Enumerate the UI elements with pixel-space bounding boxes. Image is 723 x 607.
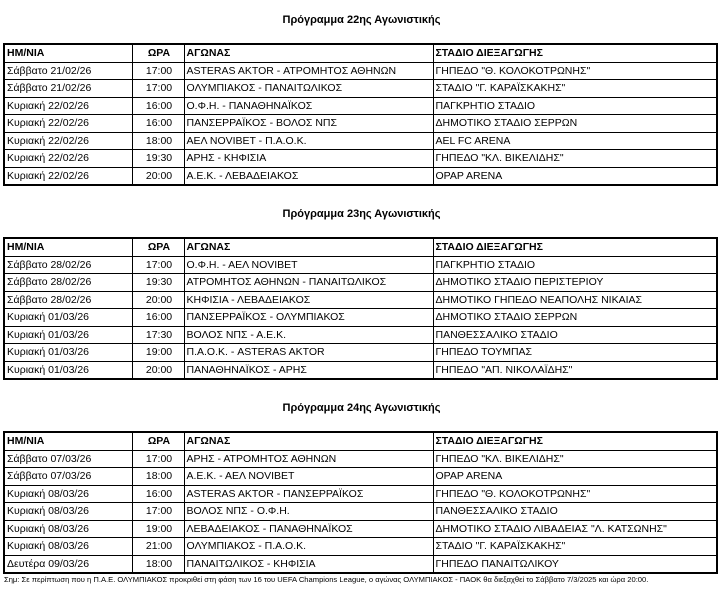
fixture-date: Κυριακή 22/02/26 <box>4 132 132 150</box>
fixture-time: 16:00 <box>132 115 184 133</box>
fixture-match: ΟΛΥΜΠΙΑΚΟΣ - Π.Α.Ο.Κ. <box>184 538 433 556</box>
fixture-time: 17:00 <box>132 503 184 521</box>
fixture-time: 16:00 <box>132 309 184 327</box>
fixture-stadium: ΣΤΑΔΙΟ "Γ. ΚΑΡΑΪΣΚΑΚΗΣ" <box>433 80 717 98</box>
fixture-stadium: ΔΗΜΟΤΙΚΟ ΣΤΑΔΙΟ ΠΕΡΙΣΤΕΡΙΟΥ <box>433 274 717 292</box>
round-23-title: Πρόγραμμα 23ης Αγωνιστικής <box>282 208 441 220</box>
fixture-stadium: ΓΗΠΕΔΟ ΠΑΝΑΙΤΩΛΙΚΟΥ <box>433 555 717 573</box>
fixture-row <box>4 274 717 292</box>
header-date: ΗΜ/ΝΙΑ <box>4 432 132 450</box>
fixture-row <box>4 450 717 468</box>
fixture-match: ΠΑΝΣΕΡΡΑΪΚΟΣ - ΟΛΥΜΠΙΑΚΟΣ <box>184 309 433 327</box>
fixture-date: Σάββατο 07/03/26 <box>4 450 132 468</box>
fixture-time: 18:00 <box>132 555 184 573</box>
fixture-row <box>4 538 717 556</box>
fixture-time: 18:00 <box>132 132 184 150</box>
fixture-date: Κυριακή 22/02/26 <box>4 115 132 133</box>
fixture-match: Ο.Φ.Η. - ΠΑΝΑΘΗΝΑΪΚΟΣ <box>184 97 433 115</box>
fixture-date: Κυριακή 08/03/26 <box>4 538 132 556</box>
round-22-title: Πρόγραμμα 22ης Αγωνιστικής <box>282 14 441 26</box>
fixture-match: ASTERAS AKTOR - ΠΑΝΣΕΡΡΑΪΚΟΣ <box>184 485 433 503</box>
fixture-stadium: OPAP ARENA <box>433 468 717 486</box>
fixture-row <box>4 97 717 115</box>
fixture-row <box>4 132 717 150</box>
fixture-stadium: ΠΑΝΘΕΣΣΑΛΙΚΟ ΣΤΑΔΙΟ <box>433 326 717 344</box>
fixture-row <box>4 115 717 133</box>
fixture-match: ΑΡΗΣ - ΚΗΦΙΣΙΑ <box>184 150 433 168</box>
header-row <box>4 432 717 450</box>
fixture-date: Κυριακή 01/03/26 <box>4 344 132 362</box>
fixture-row <box>4 503 717 521</box>
header-stadium: ΣΤΑΔΙΟ ΔΙΕΞΑΓΩΓΗΣ <box>433 44 717 62</box>
fixture-stadium: ΣΤΑΔΙΟ "Γ. ΚΑΡΑΪΣΚΑΚΗΣ" <box>433 538 717 556</box>
fixture-date: Κυριακή 22/02/26 <box>4 97 132 115</box>
fixture-time: 17:00 <box>132 80 184 98</box>
footnote: Σημ: Σε περίπτωση που η Π.Α.Ε. ΟΛΥΜΠΙΑΚΟΣ προκριθεί στη φάση των 16 του UEFA Champions League, ο αγώνας ΟΛΥΜΠΙΑΚΟΣ - ΠΑΟΚ θα διεξαχθεί το Σάββατο 7/3/2025 και ώρα 20:00. <box>4 575 649 584</box>
fixture-time: 16:00 <box>132 485 184 503</box>
fixture-date: Κυριακή 08/03/26 <box>4 485 132 503</box>
header-stadium: ΣΤΑΔΙΟ ΔΙΕΞΑΓΩΓΗΣ <box>433 432 717 450</box>
fixture-match: ASTERAS AKTOR - ΑΤΡΟΜΗΤΟΣ ΑΘΗΝΩΝ <box>184 62 433 80</box>
round-23-table <box>3 237 718 380</box>
fixture-stadium: ΓΗΠΕΔΟ "Θ. ΚΟΛΟΚΟΤΡΩΝΗΣ" <box>433 62 717 80</box>
fixture-match: ΠΑΝΑΙΤΩΛΙΚΟΣ - ΚΗΦΙΣΙΑ <box>184 555 433 573</box>
header-time: ΩΡΑ <box>132 432 184 450</box>
fixture-match: ΠΑΝΑΘΗΝΑΪΚΟΣ - ΑΡΗΣ <box>184 361 433 379</box>
header-match: ΑΓΩΝΑΣ <box>184 432 433 450</box>
fixture-row <box>4 344 717 362</box>
fixture-stadium: ΓΗΠΕΔΟ "Θ. ΚΟΛΟΚΟΤΡΩΝΗΣ" <box>433 485 717 503</box>
fixture-row <box>4 150 717 168</box>
fixture-time: 19:30 <box>132 274 184 292</box>
fixture-date: Σάββατο 21/02/26 <box>4 62 132 80</box>
round-24-table <box>3 431 718 574</box>
round-24-title: Πρόγραμμα 24ης Αγωνιστικής <box>282 402 441 414</box>
fixture-row <box>4 80 717 98</box>
fixture-time: 17:30 <box>132 326 184 344</box>
fixture-time: 17:00 <box>132 450 184 468</box>
fixture-row <box>4 520 717 538</box>
fixture-row <box>4 62 717 80</box>
fixture-match: ΒΟΛΟΣ ΝΠΣ - Ο.Φ.Η. <box>184 503 433 521</box>
fixture-time: 19:00 <box>132 520 184 538</box>
fixture-match: Α.Ε.Κ. - ΑΕΛ NOVIBET <box>184 468 433 486</box>
fixture-stadium: ΓΗΠΕΔΟ "ΑΠ. ΝΙΚΟΛΑΪΔΗΣ" <box>433 361 717 379</box>
header-date: ΗΜ/ΝΙΑ <box>4 44 132 62</box>
fixture-stadium: ΓΗΠΕΔΟ "ΚΛ. ΒΙΚΕΛΙΔΗΣ" <box>433 150 717 168</box>
fixture-date: Κυριακή 01/03/26 <box>4 309 132 327</box>
fixture-stadium: ΠΑΓΚΡΗΤΙΟ ΣΤΑΔΙΟ <box>433 97 717 115</box>
fixture-date: Σάββατο 28/02/26 <box>4 256 132 274</box>
header-stadium: ΣΤΑΔΙΟ ΔΙΕΞΑΓΩΓΗΣ <box>433 238 717 256</box>
fixture-time: 19:00 <box>132 344 184 362</box>
fixture-match: ΟΛΥΜΠΙΑΚΟΣ - ΠΑΝΑΙΤΩΛΙΚΟΣ <box>184 80 433 98</box>
fixture-match: Ο.Φ.Η. - ΑΕΛ NOVIBET <box>184 256 433 274</box>
fixture-row <box>4 291 717 309</box>
fixture-time: 20:00 <box>132 167 184 185</box>
fixture-time: 18:00 <box>132 468 184 486</box>
fixture-date: Δευτέρα 09/03/26 <box>4 555 132 573</box>
fixture-stadium: ΓΗΠΕΔΟ "ΚΛ. ΒΙΚΕΛΙΔΗΣ" <box>433 450 717 468</box>
fixture-stadium: AEL FC ARENA <box>433 132 717 150</box>
header-row <box>4 238 717 256</box>
fixture-row <box>4 309 717 327</box>
fixture-stadium: ΓΗΠΕΔΟ ΤΟΥΜΠΑΣ <box>433 344 717 362</box>
header-match: ΑΓΩΝΑΣ <box>184 44 433 62</box>
fixture-row <box>4 326 717 344</box>
fixture-time: 16:00 <box>132 97 184 115</box>
round-22-table <box>3 43 718 186</box>
fixture-stadium: OPAP ARENA <box>433 167 717 185</box>
fixture-date: Κυριακή 08/03/26 <box>4 503 132 521</box>
fixture-match: ΠΑΝΣΕΡΡΑΪΚΟΣ - ΒΟΛΟΣ ΝΠΣ <box>184 115 433 133</box>
fixture-time: 20:00 <box>132 361 184 379</box>
header-time: ΩΡΑ <box>132 238 184 256</box>
fixture-time: 20:00 <box>132 291 184 309</box>
fixture-date: Σάββατο 07/03/26 <box>4 468 132 486</box>
fixture-row <box>4 485 717 503</box>
fixture-date: Κυριακή 01/03/26 <box>4 361 132 379</box>
fixture-match: ΚΗΦΙΣΙΑ - ΛΕΒΑΔΕΙΑΚΟΣ <box>184 291 433 309</box>
fixture-date: Κυριακή 22/02/26 <box>4 150 132 168</box>
fixture-date: Κυριακή 22/02/26 <box>4 167 132 185</box>
fixture-date: Σάββατο 28/02/26 <box>4 274 132 292</box>
fixture-match: Π.Α.Ο.Κ. - ASTERAS AKTOR <box>184 344 433 362</box>
fixture-row <box>4 256 717 274</box>
fixture-stadium: ΔΗΜΟΤΙΚΟ ΓΗΠΕΔΟ ΝΕΑΠΟΛΗΣ ΝΙΚΑΙΑΣ <box>433 291 717 309</box>
fixture-time: 19:30 <box>132 150 184 168</box>
fixture-date: Σάββατο 28/02/26 <box>4 291 132 309</box>
header-row <box>4 44 717 62</box>
header-match: ΑΓΩΝΑΣ <box>184 238 433 256</box>
fixture-row <box>4 468 717 486</box>
fixture-stadium: ΔΗΜΟΤΙΚΟ ΣΤΑΔΙΟ ΣΕΡΡΩΝ <box>433 115 717 133</box>
fixture-time: 17:00 <box>132 62 184 80</box>
fixture-time: 17:00 <box>132 256 184 274</box>
fixture-match: ΑΤΡΟΜΗΤΟΣ ΑΘΗΝΩΝ - ΠΑΝΑΙΤΩΛΙΚΟΣ <box>184 274 433 292</box>
fixture-date: Κυριακή 08/03/26 <box>4 520 132 538</box>
header-time: ΩΡΑ <box>132 44 184 62</box>
fixture-row <box>4 555 717 573</box>
fixture-match: Α.Ε.Κ. - ΛΕΒΑΔΕΙΑΚΟΣ <box>184 167 433 185</box>
header-date: ΗΜ/ΝΙΑ <box>4 238 132 256</box>
fixture-match: ΛΕΒΑΔΕΙΑΚΟΣ - ΠΑΝΑΘΗΝΑΪΚΟΣ <box>184 520 433 538</box>
fixture-stadium: ΠΑΝΘΕΣΣΑΛΙΚΟ ΣΤΑΔΙΟ <box>433 503 717 521</box>
fixture-time: 21:00 <box>132 538 184 556</box>
fixture-row <box>4 167 717 185</box>
fixture-row <box>4 361 717 379</box>
fixture-match: ΒΟΛΟΣ ΝΠΣ - Α.Ε.Κ. <box>184 326 433 344</box>
round-23-body <box>4 238 717 379</box>
fixture-stadium: ΠΑΓΚΡΗΤΙΟ ΣΤΑΔΙΟ <box>433 256 717 274</box>
fixture-date: Σάββατο 21/02/26 <box>4 80 132 98</box>
fixture-date: Κυριακή 01/03/26 <box>4 326 132 344</box>
fixture-stadium: ΔΗΜΟΤΙΚΟ ΣΤΑΔΙΟ ΣΕΡΡΩΝ <box>433 309 717 327</box>
round-22-body <box>4 44 717 185</box>
fixture-match: ΑΕΛ NOVIBET - Π.Α.Ο.Κ. <box>184 132 433 150</box>
round-24-body <box>4 432 717 573</box>
fixture-stadium: ΔΗΜΟΤΙΚΟ ΣΤΑΔΙΟ ΛΙΒΑΔΕΙΑΣ "Λ. ΚΑΤΣΩΝΗΣ" <box>433 520 717 538</box>
fixture-match: ΑΡΗΣ - ΑΤΡΟΜΗΤΟΣ ΑΘΗΝΩΝ <box>184 450 433 468</box>
